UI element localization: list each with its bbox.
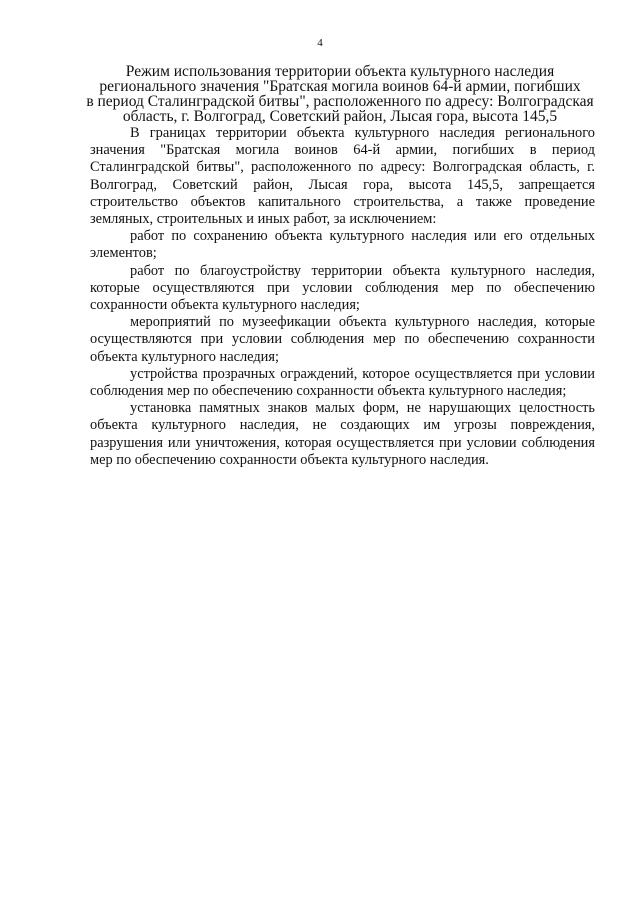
exception-item: мероприятий по музеефикации объекта культурного наследия, которые осуществляются при условии соблюдения мер по обеспечению сохранности объекта культурного наследия; xyxy=(90,314,595,365)
page-number: 4 xyxy=(317,37,323,49)
exception-item: устройства прозрачных ограждений, которое осуществляется при условии соблюдения мер по обеспечению сохранности объекта культурного наследия; xyxy=(90,365,595,400)
document-title xyxy=(80,64,600,124)
exception-item: работ по сохранению объекта культурного наследия или его отдельных элементов; xyxy=(90,228,595,262)
exception-item: установка памятных знаков малых форм, не нарушающих целостность объекта культурного наследия, не создающих им угрозы повреждения, разрушения или уничтожения, которая осуществляется при условии соблюдения мер по обеспечению сохранности объекта культурного наследия. xyxy=(90,400,595,468)
exception-item: работ по благоустройству территории объекта культурного наследия, которые осуществляются при условии соблюдения мер по обеспечению сохранности объекта культурного наследия; xyxy=(90,262,595,314)
title-line: регионального значения "Братская могила воинов 64-й армии, погибших xyxy=(99,78,581,95)
document-body xyxy=(90,125,595,469)
title-line: в период Сталинградской битвы", расположенного по адресу: Волгоградская xyxy=(86,93,594,110)
intro-paragraph: В границах территории объекта культурного наследия регионального значения "Братская могила воинов 64-й армии, погибших в период Сталинградской битвы", расположенного по адресу: Волгоградская область, г. Волгоград, Советский район, Лысая гора, высота 145,5, запрещается строительство объектов капитального строительства, а также проведение земляных, строительных и иных работ, за исключением: xyxy=(90,125,595,228)
title-line: Режим использования территории объекта культурного наследия xyxy=(125,63,555,80)
title-line: область, г. Волгоград, Советский район, Лысая гора, высота 145,5 xyxy=(122,108,558,125)
